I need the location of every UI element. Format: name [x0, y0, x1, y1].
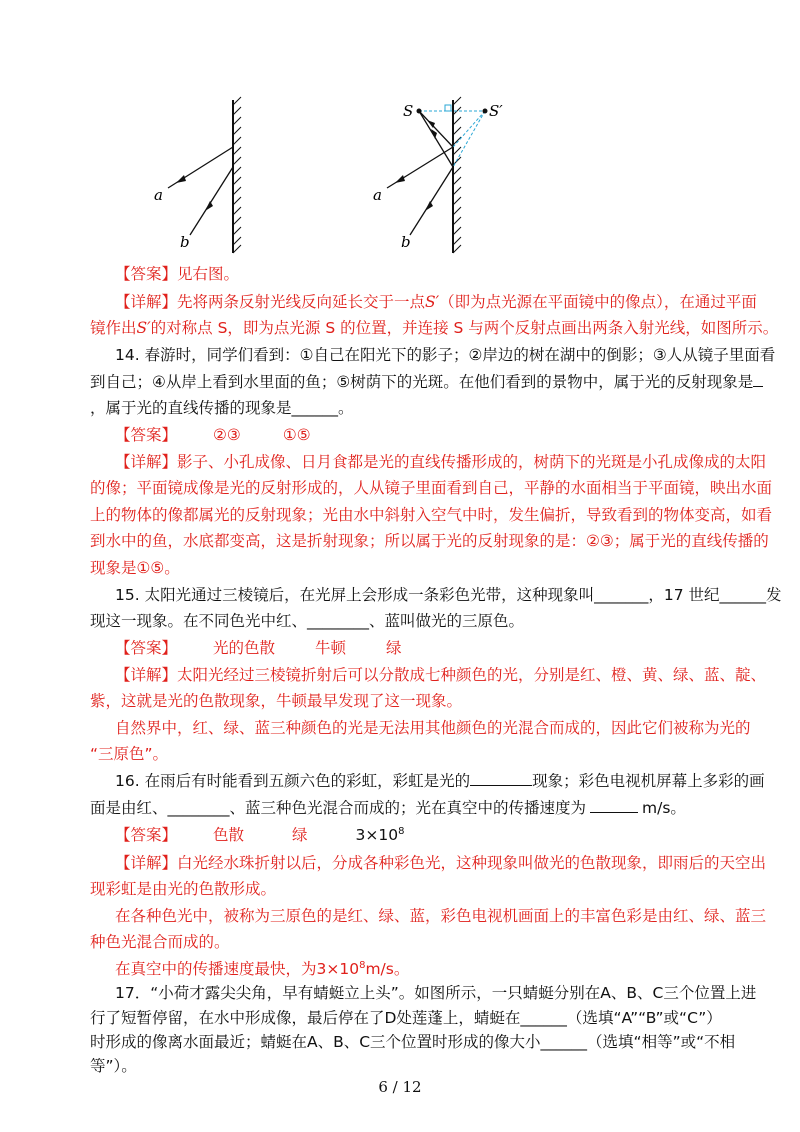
page-number: 6 / 12 [378, 1078, 422, 1096]
label-b: b [180, 233, 190, 251]
q17-line2: 行了短暂停留，在水中形成像，最后停在了D处莲蓬上，蜻蜓在______（选填“A”“B”或“C”） [90, 1009, 722, 1027]
q15-detail-line3: 自然界中，红、绿、蓝三种颜色的光是无法用其他颜色的光混合而成的，因此它们被称为光的 [115, 719, 751, 737]
q15-detail-line1: 【详解】太阳光经过三棱镜折射后可以分散成七种颜色的光，分别是红、橙、黄、绿、蓝、靛、 [115, 666, 767, 684]
left-mirror-figure [140, 95, 260, 265]
q16-line2: 面是由红、________、蓝三种色光混合而成的；光在真空中的传播速度为 m/s。 [90, 799, 686, 817]
q17-line3: 时形成的像离水面最近；蜻蜓在A、B、C三个位置时形成的像大小______（选填“相等”或“不相 [90, 1033, 736, 1051]
right-mirror-figure [365, 95, 525, 265]
q14-line2: 到自己；④从岸上看到水里面的鱼；⑤树荫下的光斑。在他们看到的景物中，属于光的反射现象是 [90, 370, 763, 392]
q15-detail-line2: 紫，这就是光的色散现象，牛顿最早发现了这一现象。 [90, 692, 463, 710]
q16-detail-line1: 【详解】白光经水珠折射以后，分成各种彩色光，这种现象叫做光的色散现象，即雨后的天空出 [115, 854, 767, 872]
label-b: b [401, 233, 411, 251]
q16-detail-line4: 种色光混合而成的。 [90, 933, 230, 951]
label-s-prime: S′ [489, 102, 503, 120]
label-s: S [403, 102, 414, 120]
q16-answer: 【答案】 色散 绿 $3\times 10^8$ [115, 825, 405, 844]
q15-detail-line4: “三原色”。 [90, 745, 169, 763]
q13-answer [115, 262, 239, 284]
q14-detail-line3: 上的物体的像都属光的反射现象；光由水中斜射入空气中时，发生偏折，导致看到的物体变高，如看 [90, 506, 773, 524]
q15-answer: 【答案】 光的色散 牛顿 绿 [115, 639, 402, 657]
q14-detail-line4: 到水中的鱼，水底都变高，这是折射现象；所以属于光的反射现象的是：②③；属于光的直线传播的 [90, 532, 769, 550]
q16-detail-line3: 在各种色光中，被称为三原色的是红、绿、蓝，彩色电视机画面上的丰富色彩是由红、绿、蓝三 [115, 907, 767, 925]
q16-detail-line2: 现彩虹是由光的色散形成。 [90, 880, 277, 898]
q14-detail-line2: 的像；平面镜成像是光的反射形成的，人从镜子里面看到自己，平静的水面相当于平面镜，映出水面 [90, 479, 773, 497]
q15-line1: 15. 太阳光通过三棱镜后，在光屏上会形成一条彩色光带，这种现象叫_______，17 世纪______发 [115, 586, 782, 604]
q17-line4: 等”）。 [90, 1057, 137, 1075]
q14-line3: ，属于光的直线传播的现象是______。 [90, 399, 354, 417]
answer-tag: 【答案】 [115, 265, 178, 283]
q16-line1: 16. 在雨后有时能看到五颜六色的彩虹，彩虹是光的 现象；彩色电视机屏幕上多彩的画 [115, 772, 765, 790]
q14-detail-line1: 【详解】影子、小孔成像、日月食都是光的直线传播形成的，树荫下的光斑是小孔成像成的太阳 [115, 453, 767, 471]
q15-line2: 现这一现象。在不同色光中红、________、蓝叫做光的三原色。 [90, 612, 525, 630]
ray-b [190, 167, 233, 235]
detail-tag: 【详解】 [115, 293, 178, 311]
answer-text: 见右图。 [177, 265, 240, 283]
q14-answer: 【答案】 ②③ ①⑤ [115, 426, 311, 444]
q14-detail-line5: 现象是①⑤。 [90, 559, 180, 577]
label-a: a [154, 186, 163, 204]
q16-detail-line5: 在真空中的传播速度最快，为$3\times 10^8m/s$。 [115, 959, 410, 978]
q17-line1: 17．“小荷才露尖尖角，早有蜻蜓立上头”。如图所示，一只蜻蜓分别在A、B、C三个位置上进 [115, 984, 757, 1002]
label-a: a [373, 186, 382, 204]
q13-detail-line2: 镜作出S′的对称点 S，即为点光源 S 的位置，并连接 S 与两个反射点画出两条入射光线，如图所示。 [90, 319, 779, 337]
q14-line1: 14. 春游时，同学们看到：①自己在阳光下的影子；②岸边的树在湖中的倒影；③人从镜子里面看 [115, 346, 776, 364]
q13-detail-line1: 【详解】先将两条反射光线反向延长交于一点S′（即为点光源在平面镜中的像点），在通过平面 [115, 293, 757, 311]
